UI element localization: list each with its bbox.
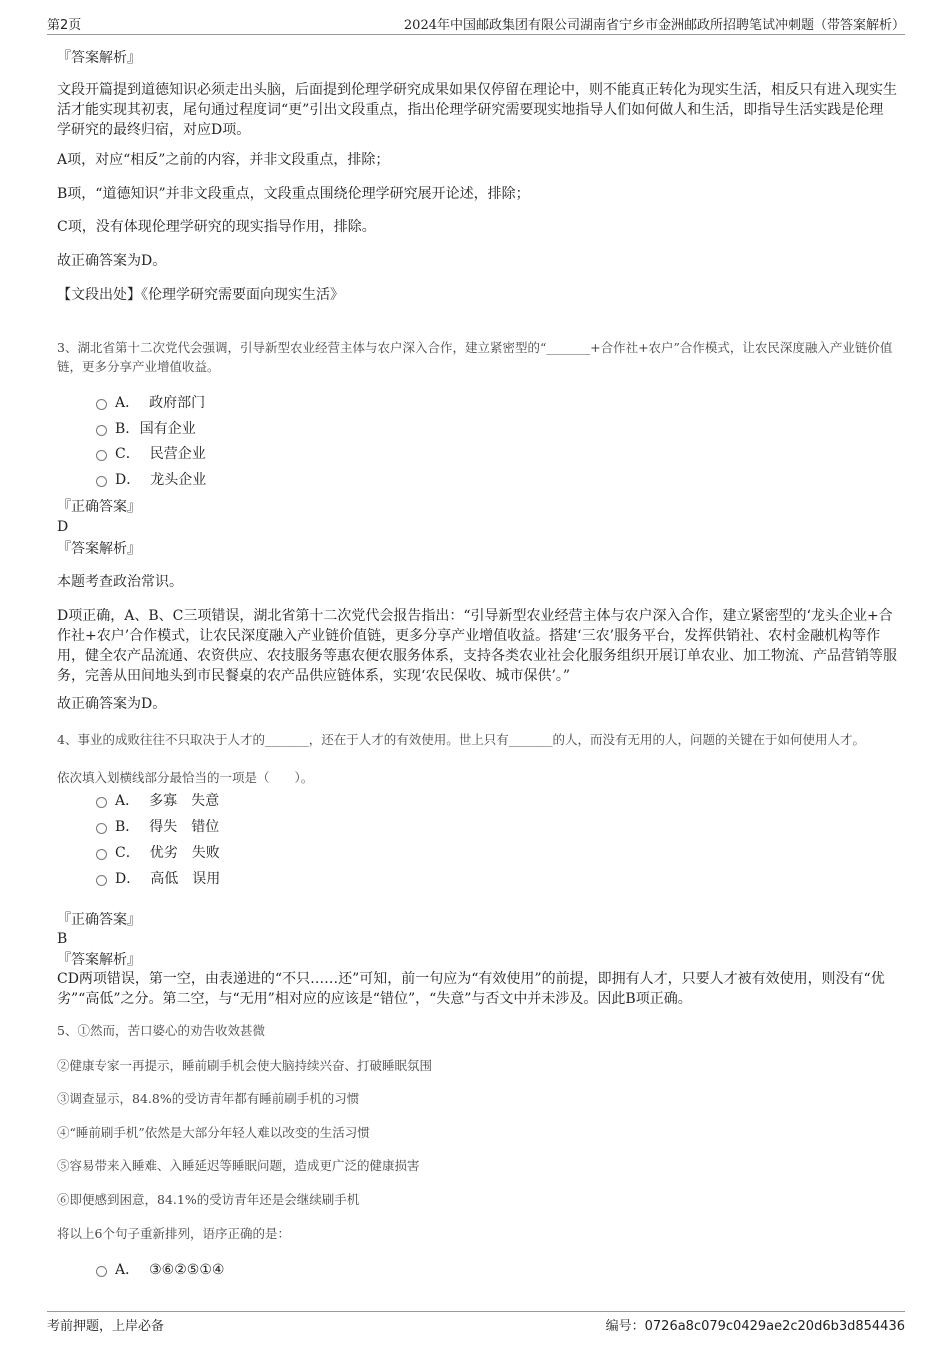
passage-source: 【文段出处】《伦理学研究需要面向现实生活》 <box>57 287 344 303</box>
question-5-sentence-5: ⑤容易带来入睡难、入睡延迟等睡眠问题，造成更广泛的健康损害 <box>57 1158 420 1173</box>
q5-option-a[interactable]: A． ③⑥②⑤①④ <box>96 1260 224 1280</box>
analysis-item-c: C项，没有体现伦理学研究的现实指导作用，排除。 <box>57 219 376 235</box>
question-5-sentence-2: ②健康专家一再提示，睡前刷手机会使大脑持续兴奋、打破睡眠氛围 <box>57 1058 433 1073</box>
radio-icon[interactable] <box>96 399 107 410</box>
serial-code: 0726a8c079c0429ae2c20d6b3d854436 <box>644 1319 905 1334</box>
q4-option-d[interactable]: D． 高低 误用 <box>96 869 220 889</box>
footer-slogan: 考前押题，上岸必备 <box>47 1319 165 1334</box>
question-4-stem: 4、事业的成败往往不只取决于人才的_______，还在于人才的有效使用。世上只有_______的人，而没有无用的人，问题的关键在于如何使用人才。 <box>57 732 865 747</box>
q3-answer: D <box>57 519 69 535</box>
analysis-paragraph: 文段开篇提到道德知识必须走出头脑，后面提到伦理学研究成果如果仅停留在理论中，则不能真正转化为现实生活，相反只有进入现实生活才能实现其初衷，尾句通过程度词“更”引出文段重点，指出伦理学研究需要现实地指导人们如何做人和生活，即指导生活实践是伦理学研究的最终归宿，对应D项。 <box>57 82 897 138</box>
page-header <box>47 14 905 35</box>
q3-answer-label: 『正确答案』 <box>57 499 141 515</box>
question-5-sentence-4: ④“睡前刷手机”依然是大部分年轻人难以改变的生活习惯 <box>57 1125 370 1140</box>
page-number: 第2页 <box>47 18 82 33</box>
radio-icon[interactable] <box>96 1266 107 1277</box>
question-5-sentence-3: ③调查显示，84.8%的受访青年都有睡前刷手机的习惯 <box>57 1091 360 1106</box>
radio-icon[interactable] <box>96 823 107 834</box>
page-footer <box>47 1311 905 1336</box>
q4-analysis-text: CD两项错误，第一空，由表递进的“不只……还”可知，前一句应为“有效使用”的前提，即拥有人才，只要人才被有效使用，则没有“优劣”“高低”之分。第二空，与“无用”相对应的应该是“错位”，“失意”与否文中并未涉及。因此B项正确。 <box>57 971 885 1007</box>
q3-conclusion: 故正确答案为D。 <box>57 696 167 712</box>
analysis-conclusion: 故正确答案为D。 <box>57 253 167 269</box>
footer-serial <box>606 1315 905 1334</box>
q4-option-b[interactable]: B． 得失 错位 <box>96 817 219 837</box>
question-4-instruction: 依次填入划横线部分最恰当的一项是（ ）。 <box>57 770 314 785</box>
radio-icon[interactable] <box>96 875 107 886</box>
q3-option-c[interactable]: C． 民营企业 <box>96 444 206 464</box>
document-title: 2024年中国邮政集团有限公司湖南省宁乡市金洲邮政所招聘笔试冲刺题（带答案解析） <box>403 18 905 33</box>
question-5-sentence-1: 5、①然而，苦口婆心的劝告收效甚微 <box>57 1023 265 1038</box>
q4-answer: B <box>57 931 68 947</box>
question-5-instruction: 将以上6个句子重新排列，语序正确的是： <box>57 1226 290 1241</box>
radio-icon[interactable] <box>96 450 107 461</box>
radio-icon[interactable] <box>96 797 107 808</box>
q4-option-a[interactable]: A． 多寡 失意 <box>96 791 219 811</box>
q3-analysis-label: 『答案解析』 <box>57 541 141 557</box>
radio-icon[interactable] <box>96 425 107 436</box>
q3-analysis-text: D项正确，A、B、C三项错误，湖北省第十二次党代会报告指出：“引导新型农业经营主体与农户深入合作，建立紧密型的‘龙头企业+合作社+农户’合作模式，让农民深度融入产业链价值链，更多分享产业增值收益。搭建‘三农’服务平台，发挥供销社、农村金融机构等作用，健全农产品流通、农资供应、农技服务等惠农便农服务体系，支持各类农业社会化服务组织开展订单农业、加工物流、产品营销等服务，完善从田间地头到市民餐桌的农产品供应链体系，实现‘农民保收、城市保供’。” <box>57 608 897 684</box>
q4-answer-label: 『正确答案』 <box>57 912 141 928</box>
q3-option-d[interactable]: D． 龙头企业 <box>96 470 206 490</box>
q3-analysis-point: 本题考查政治常识。 <box>57 574 183 590</box>
question-5-sentence-6: ⑥即便感到困意，84.1%的受访青年还是会继续刷手机 <box>57 1192 360 1207</box>
analysis-item-b: B项，“道德知识”并非文段重点，文段重点围绕伦理学研究展开论述，排除； <box>57 186 530 202</box>
q4-analysis-label: 『答案解析』 <box>57 952 141 968</box>
analysis-item-a: A项，对应“相反”之前的内容，并非文段重点，排除； <box>57 152 390 168</box>
q3-option-b[interactable]: B. 国有企业 <box>96 419 196 439</box>
analysis-label: 『答案解析』 <box>57 50 141 66</box>
radio-icon[interactable] <box>96 849 107 860</box>
q3-option-a[interactable]: A． 政府部门 <box>96 393 205 413</box>
question-3-stem: 3、湖北省第十二次党代会强调，引导新型农业经营主体与农户深入合作，建立紧密型的“_______+合作社+农户”合作模式，让农民深度融入产业链价值链，更多分享产业增值收益。 <box>57 340 893 374</box>
serial-label: 编号： <box>605 1319 645 1334</box>
q4-option-c[interactable]: C． 优劣 失败 <box>96 843 220 863</box>
radio-icon[interactable] <box>96 476 107 487</box>
